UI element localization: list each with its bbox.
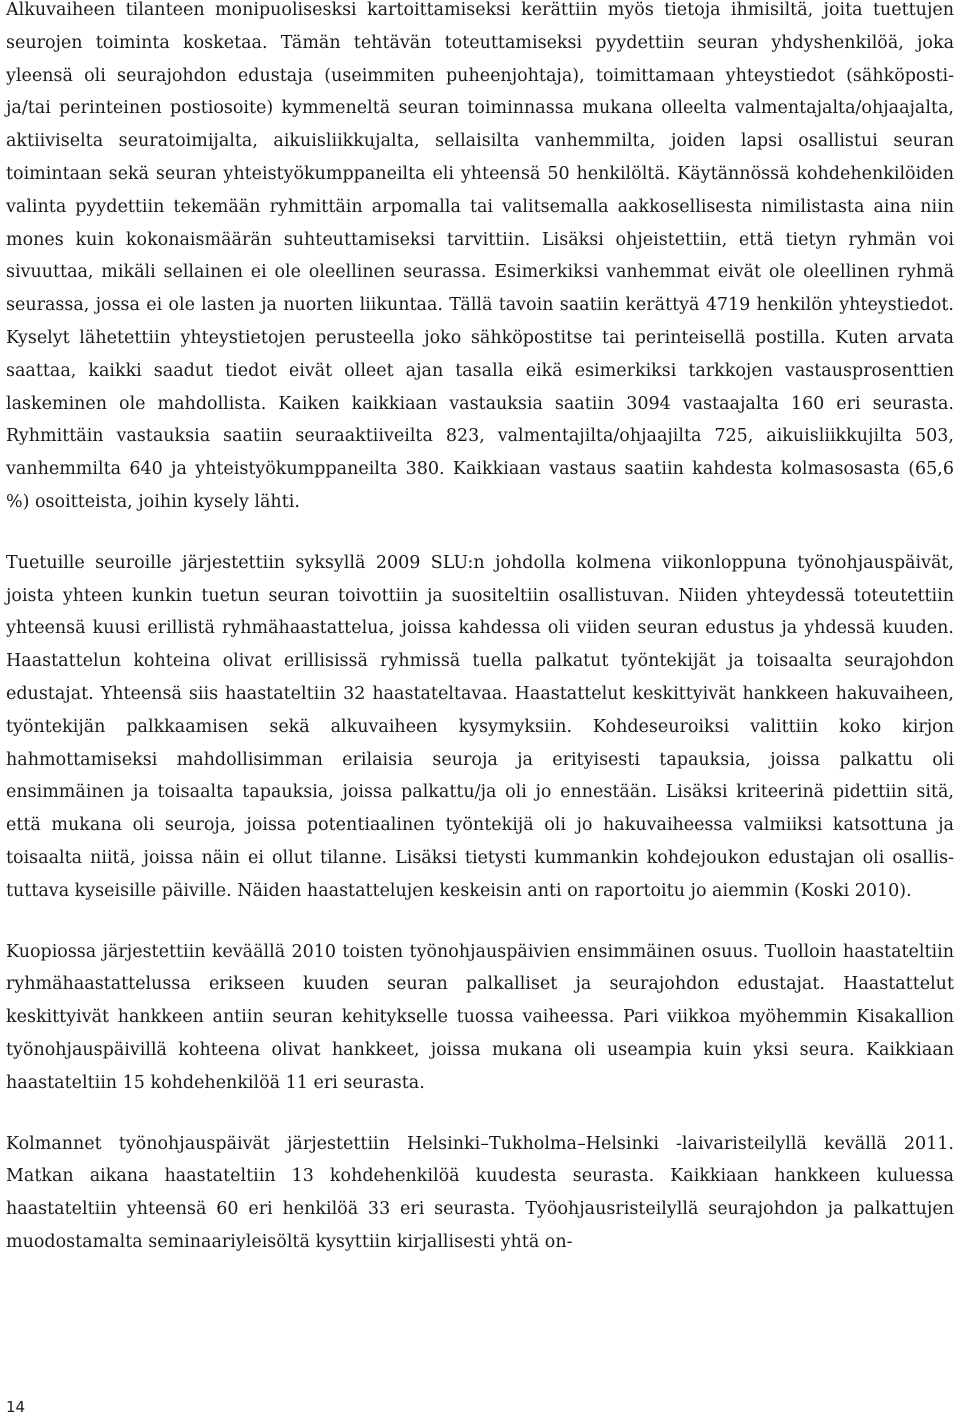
paragraph-kuopio-2010: Kuopiossa järjestettiin keväällä 2010 toisten työnohjauspäivien ensimmäinen osuus. Tuolloin haastateltiin ryhmähaastattelussa erikseen kuuden seuran palkalliset ja seurajohdon edustajat. Haastattelut keskittyivät hankkeen antiin seuran kehitykselle tuossa vaiheessa. Pari viikkoa myöhemmin Kisakallion työnohjauspäivillä kohteena olivat hankkeet, joissa mukana oli useampia kuin yksi seura. Kaikkiaan haastateltiin 15 kohdehenkilöä 11 eri seurasta.: [6, 941, 954, 1093]
document-body: [6, 0, 954, 1259]
paragraph-cruise-2011: Kolmannet työnohjauspäivät järjestettiin Helsinki–Tukholma–Helsinki -laivaristeilyllä kevällä 2011. Matkan aikana haastateltiin 13 kohdehenkilöä kuudesta seurasta. Kaikkiaan hankkeen kuluessa haastateltiin yhteensä 60 eri henkilöä 33 eri seurasta. Työohjausristeilyllä seurajohdon ja palkattujen muodostamalta seminaariyleisöltä kysyttiin kirjallisesti yhtä on-: [6, 1133, 954, 1252]
paragraph-autumn-2009-interviews: Tuetuille seuroille järjestettiin syksyllä 2009 SLU:n johdolla kolmena viikonloppuna työnohjauspäivät, joista yhteen kunkin tuetun seuran toivottiin ja suositeltiin osallistuvan. Niiden yhteydessä toteutettiin yhteensä kuusi erillistä ryhmähaastattelua, joissa kahdessa oli viiden seuran edustus ja yhdessä kuuden. Haastattelun kohteina olivat erillisissä ryhmissä tuella palkatut työntekijät ja toisaalta seurajohdon edustajat. Yhteensä siis haastateltiin 32 haastateltavaa. Haastattelut keskittyivät hankkeen hakuvaiheen, työntekijän palkkaamisen sekä alkuvaiheen kysymyksiin. Kohdeseuroiksi valittiin koko kirjon hahmottamiseksi mahdollisimman erilaisia seuroja ja erityisesti tapauksia, joissa palkattu oli ensimmäinen ja toisaalta tapauksia, joissa palkattu/ja oli jo ennestään. Lisäksi kriteerinä pidettiin sitä, että mukana oli seuroja, joissa potentiaalinen työntekijä oli jo hakuvaiheessa valmiiksi katsottuna ja toisaalta niitä, joissa näin ei ollut tilanne. Lisäksi tietysti kummankin kohdejoukon edustajan oli osallistuttava kyseisille päiville. Näiden haastattelujen keskeisin anti on raportoitu jo aiemmin (Koski 2010).: [6, 552, 954, 901]
paragraph-survey-data: Alkuvaiheen tilanteen monipuolisesksi kartoittamiseksi kerättiin myös tietoja ihmisiltä, joita tuettujen seurojen toiminta kosketaa. Tämän tehtävän toteuttamiseksi pyydettiin seuran yhdyshenkilöä, joka yleensä oli seurajohdon edustaja (useimmiten puheenjohtaja), toimittamaan yhteystiedot (sähköposti- ja/tai perinteinen postiosoite) kymmeneltä seuran toiminnassa mukana olleelta valmentajalta/ohjaajalta, aktiiviselta seuratoimijalta, aikuisliikkujalta, sellaisilta vanhemmilta, joiden lapsi osallistui seuran toimintaan sekä seuran yhteistyökumppaneilta eli yhteensä 50 henkilöltä. Käytännössä kohdehenkilöiden valinta pyydettiin tekemään ryhmittäin arpomalla tai valitsemalla aakkosellisesta nimilistasta aina niin mones kuin kokonaismäärän suhteuttamiseksi tarvittiin. Lisäksi ohjeistettiin, että tietyn ryhmän voi sivuuttaa, mikäli sellainen ei ole oleellinen seurassa. Esimerkiksi vanhemmat eivät ole oleellinen ryhmä seurassa, jossa ei ole lasten ja nuorten liikuntaa. Tällä tavoin saatiin kerättyä 4719 henkilön yhteystiedot. Kyselyt lähetettiin yhteystietojen perusteella joko sähköpostitse tai perinteisellä postilla. Kuten arvata saattaa, kaikki saadut tiedot eivät olleet ajan tasalla eikä esimerkiksi tarkkojen vastausprosenttien laskeminen ole mahdollista. Kaiken kaikkiaan vastauksia saatiin 3094 vastaajalta 160 eri seurasta. Ryhmittäin vastauksia saatiin seuraaktiiveilta 823, valmentajilta/ohjaajilta 725, aikuisliikkujilta 503, vanhemmilta 640 ja yhteistyökumppaneilta 380. Kaikkiaan vastaus saatiin kahdesta kolmasosasta (65,6 %) osoitteista, joihin kysely lähti.: [6, 0, 954, 512]
page-number: 14: [6, 1398, 26, 1416]
